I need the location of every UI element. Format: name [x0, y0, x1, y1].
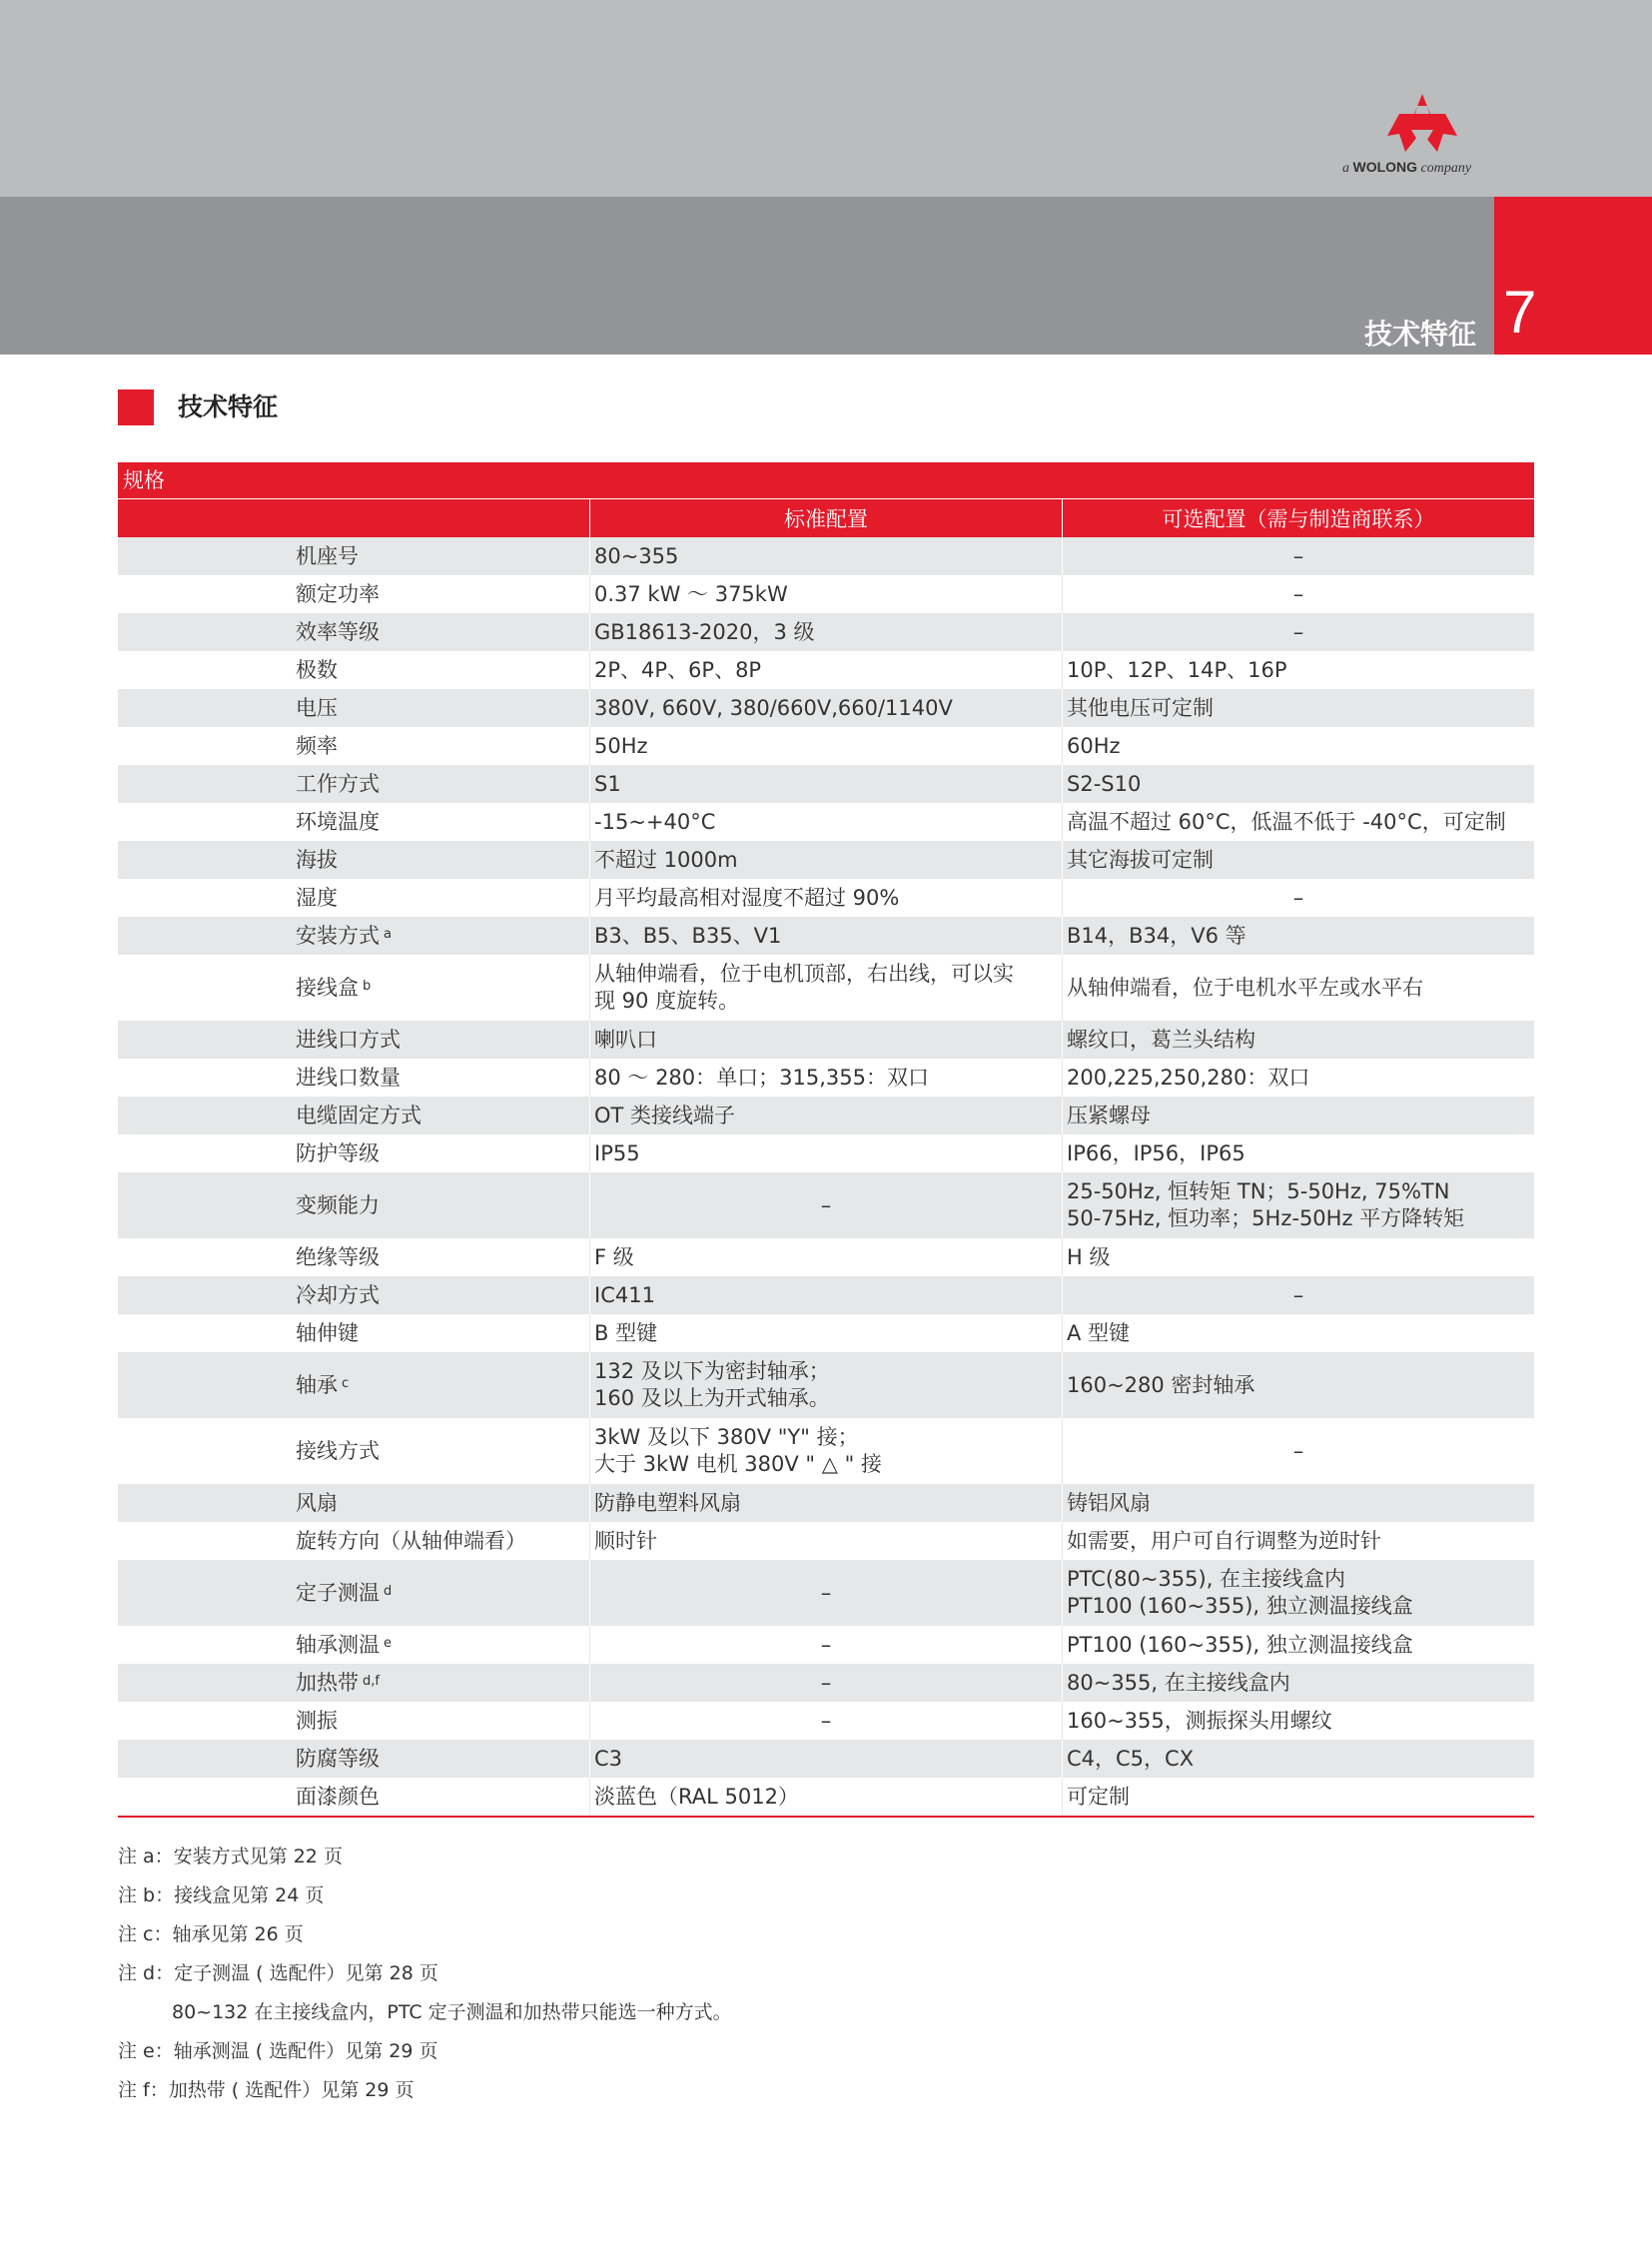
row-optional: [1062, 765, 1534, 803]
row-standard: [589, 917, 1062, 955]
standard-value: F 级: [594, 1244, 634, 1269]
optional-value: 60Hz: [1067, 733, 1121, 758]
row-label: [118, 1740, 589, 1778]
footnote-ref: a: [384, 926, 392, 942]
row-label: [118, 803, 589, 841]
footnote: 注 e：轴承测温 ( 选配件）见第 29 页: [118, 2040, 438, 2062]
table-row: [118, 1021, 1534, 1059]
row-optional: [1062, 1626, 1534, 1664]
row-optional: [1062, 1314, 1534, 1352]
row-standard: [589, 765, 1062, 803]
row-label-text: 湿度: [296, 885, 338, 910]
row-label-text: 电缆固定方式: [296, 1103, 421, 1127]
optional-value: 160~280 密封轴承: [1067, 1372, 1255, 1397]
row-standard: [589, 1664, 1062, 1702]
table-row: [118, 1238, 1534, 1276]
table-row: [118, 537, 1534, 575]
row-optional: [1062, 803, 1534, 841]
row-label: [118, 1418, 589, 1484]
row-label: [118, 1664, 589, 1702]
row-standard: [589, 1418, 1062, 1484]
table-bottom-rule: [118, 1816, 1534, 1818]
row-optional: [1062, 1238, 1534, 1276]
standard-value: 3kW 及以下 380V "Y" 接； 大于 3kW 电机 380V " △ " 接: [594, 1425, 882, 1476]
optional-value: 10P、12P、14P、16P: [1067, 657, 1287, 682]
optional-value: –: [1292, 543, 1304, 568]
row-label-text: 接线盒: [296, 975, 359, 1000]
row-optional: [1062, 1352, 1534, 1418]
row-label-text: 频率: [296, 733, 338, 758]
footnote-ref: e: [384, 1635, 392, 1651]
logo-caption: a WOLONG company: [1342, 159, 1472, 176]
row-standard: [589, 1560, 1062, 1626]
standard-value: 132 及以下为密封轴承； 160 及以上为开式轴承。: [594, 1359, 830, 1410]
optional-value: 80~355, 在主接线盒内: [1067, 1670, 1290, 1695]
row-label: [118, 841, 589, 879]
optional-value: –: [1292, 581, 1304, 606]
row-standard: [589, 1021, 1062, 1059]
row-optional: [1062, 1276, 1534, 1314]
table-row: [118, 1172, 1534, 1238]
standard-value: B 型键: [594, 1320, 658, 1345]
optional-value: 螺纹口，葛兰头结构: [1067, 1027, 1255, 1052]
table-row: [118, 727, 1534, 765]
row-optional: [1062, 955, 1534, 1021]
footnote: 注 f：加热带 ( 选配件）见第 29 页: [118, 2079, 414, 2101]
optional-value: 高温不超过 60°C，低温不低于 -40°C，可定制: [1067, 809, 1506, 834]
row-optional: [1062, 689, 1534, 727]
chapter-title: 技术特征: [1363, 318, 1476, 351]
row-optional: [1062, 613, 1534, 651]
optional-value: B14，B34，V6 等: [1067, 923, 1246, 948]
standard-value: 380V, 660V, 380/660V,660/1140V: [594, 695, 953, 720]
row-label-text: 轴承测温: [296, 1632, 380, 1657]
row-label-text: 轴伸键: [296, 1320, 359, 1345]
footnote-ref: b: [363, 978, 372, 994]
table-header-row: [118, 499, 1534, 537]
header-cell-label: [118, 499, 589, 537]
standard-value: IP55: [594, 1140, 640, 1165]
row-standard: [589, 1740, 1062, 1778]
row-label: [118, 727, 589, 765]
table-row: [118, 1664, 1534, 1702]
row-label-text: 极数: [296, 657, 338, 682]
row-label-text: 变频能力: [296, 1192, 380, 1217]
row-optional: [1062, 727, 1534, 765]
table-row: [118, 651, 1534, 689]
optional-value: 可定制: [1067, 1784, 1130, 1809]
row-optional: [1062, 841, 1534, 879]
row-label: [118, 689, 589, 727]
row-standard: [589, 1702, 1062, 1740]
row-label: [118, 651, 589, 689]
standard-value: 月平均最高相对湿度不超过 90%: [594, 885, 900, 910]
spec-table: [118, 462, 1534, 1818]
row-standard: [589, 879, 1062, 917]
optional-value: 如需要，用户可自行调整为逆时针: [1067, 1528, 1381, 1553]
row-optional: [1062, 1778, 1534, 1816]
row-label: [118, 1560, 589, 1626]
row-optional: [1062, 1702, 1534, 1740]
row-optional: [1062, 1134, 1534, 1172]
optional-value: C4，C5，CX: [1067, 1746, 1195, 1771]
table-row: [118, 1276, 1534, 1314]
row-label-text: 测振: [296, 1708, 338, 1733]
row-standard: [589, 1276, 1062, 1314]
row-label-text: 进线口方式: [296, 1027, 401, 1052]
row-label: [118, 765, 589, 803]
optional-value: A 型键: [1067, 1320, 1131, 1345]
row-optional: [1062, 1560, 1534, 1626]
row-optional: [1062, 1059, 1534, 1097]
standard-value: 80~355: [594, 543, 679, 568]
table-row: [118, 1059, 1534, 1097]
table-row: [118, 613, 1534, 651]
row-label-text: 接线方式: [296, 1438, 380, 1463]
standard-value: –: [820, 1580, 832, 1605]
table-row: [118, 689, 1534, 727]
row-standard: [589, 1522, 1062, 1560]
row-standard: [589, 803, 1062, 841]
row-label-text: 冷却方式: [296, 1282, 380, 1307]
row-standard: [589, 955, 1062, 1021]
standard-value: –: [820, 1632, 832, 1657]
standard-value: OT 类接线端子: [594, 1103, 736, 1127]
wolong-logo: [1342, 92, 1502, 182]
table-row: [118, 917, 1534, 955]
table-row: [118, 1522, 1534, 1560]
optional-value: –: [1292, 619, 1304, 644]
standard-value: -15~+40°C: [594, 809, 716, 834]
standard-value: 防静电塑料风扇: [594, 1490, 741, 1515]
table-row: [118, 1134, 1534, 1172]
row-label-text: 加热带: [296, 1670, 359, 1695]
table-row: [118, 1626, 1534, 1664]
footnote: 注 a：安装方式见第 22 页: [118, 1846, 343, 1868]
row-label-text: 效率等级: [296, 619, 380, 644]
row-label-text: 轴承: [296, 1372, 338, 1397]
header-cell-optional: 可选配置（需与制造商联系）: [1062, 499, 1534, 537]
optional-value: 从轴伸端看，位于电机水平左或水平右: [1067, 975, 1423, 1000]
row-label-text: 机座号: [296, 543, 359, 568]
row-label: [118, 1097, 589, 1134]
row-label: [118, 1238, 589, 1276]
row-label: [118, 537, 589, 575]
section-marker: [118, 389, 154, 425]
row-standard: [589, 1778, 1062, 1816]
row-label: [118, 1522, 589, 1560]
standard-value: 0.37 kW ～ 375kW: [594, 581, 788, 606]
table-row: [118, 1560, 1534, 1626]
row-standard: [589, 1314, 1062, 1352]
row-standard: [589, 1134, 1062, 1172]
optional-value: –: [1292, 885, 1304, 910]
section-title: 技术特征: [178, 392, 279, 421]
optional-value: 其它海拔可定制: [1067, 847, 1214, 872]
table-row: [118, 955, 1534, 1021]
chapter-number: 7: [1503, 279, 1537, 346]
row-label-text: 绝缘等级: [296, 1244, 380, 1269]
standard-value: 淡蓝色（RAL 5012）: [594, 1784, 799, 1809]
row-label: [118, 1778, 589, 1816]
row-standard: [589, 651, 1062, 689]
row-label: [118, 955, 589, 1021]
table-title: 规格: [118, 462, 1534, 499]
row-standard: [589, 1626, 1062, 1664]
optional-value: S2-S10: [1067, 771, 1142, 796]
table-row: [118, 1097, 1534, 1134]
table-row: [118, 879, 1534, 917]
row-standard: [589, 1172, 1062, 1238]
standard-value: IC411: [594, 1282, 655, 1307]
row-standard: [589, 1352, 1062, 1418]
standard-value: 顺时针: [594, 1528, 657, 1553]
table-row: [118, 575, 1534, 613]
row-label-text: 电压: [296, 695, 338, 720]
standard-value: –: [820, 1192, 832, 1217]
standard-value: GB18613-2020，3 级: [594, 619, 815, 644]
row-optional: [1062, 1484, 1534, 1522]
header-cell-standard: 标准配置: [589, 499, 1062, 537]
row-optional: [1062, 1172, 1534, 1238]
optional-value: 压紧螺母: [1067, 1103, 1151, 1127]
row-label-text: 额定功率: [296, 581, 380, 606]
row-label-text: 工作方式: [296, 771, 380, 796]
row-optional: [1062, 1740, 1534, 1778]
row-label-text: 防护等级: [296, 1140, 380, 1165]
standard-value: 不超过 1000m: [594, 847, 738, 872]
row-optional: [1062, 1418, 1534, 1484]
row-label-text: 风扇: [296, 1490, 338, 1515]
row-label: [118, 1484, 589, 1522]
footnote: 80~132 在主接线盒内，PTC 定子测温和加热带只能选一种方式。: [172, 2001, 732, 2023]
row-standard: [589, 1484, 1062, 1522]
row-label: [118, 1021, 589, 1059]
row-optional: [1062, 1664, 1534, 1702]
footnote-ref: d: [384, 1583, 393, 1599]
footnote: 注 c：轴承见第 26 页: [118, 1923, 304, 1945]
row-optional: [1062, 1021, 1534, 1059]
table-row: [118, 765, 1534, 803]
row-label: [118, 613, 589, 651]
row-label: [118, 1702, 589, 1740]
table-row: [118, 1314, 1534, 1352]
row-standard: [589, 613, 1062, 651]
optional-value: 160~355，测振探头用螺纹: [1067, 1708, 1332, 1733]
row-label-text: 旋转方向（从轴伸端看）: [296, 1528, 526, 1553]
row-standard: [589, 1059, 1062, 1097]
row-label: [118, 1172, 589, 1238]
row-standard: [589, 575, 1062, 613]
optional-value: 铸铝风扇: [1067, 1490, 1151, 1515]
footnote: 注 b：接线盒见第 24 页: [118, 1884, 325, 1906]
row-optional: [1062, 1097, 1534, 1134]
row-optional: [1062, 917, 1534, 955]
standard-value: –: [820, 1708, 832, 1733]
row-label: [118, 1134, 589, 1172]
row-optional: [1062, 651, 1534, 689]
row-label-text: 环境温度: [296, 809, 380, 834]
standard-value: 喇叭口: [594, 1027, 657, 1052]
row-label-text: 安装方式: [296, 923, 380, 948]
row-label-text: 定子测温: [296, 1580, 380, 1605]
wolong-emblem-icon: [1381, 92, 1463, 158]
optional-value: H 级: [1067, 1244, 1111, 1269]
table-row: [118, 1778, 1534, 1816]
row-optional: [1062, 879, 1534, 917]
row-label: [118, 1626, 589, 1664]
row-label-text: 防腐等级: [296, 1746, 380, 1771]
standard-value: 2P、4P、6P、8P: [594, 657, 762, 682]
row-label-text: 进线口数量: [296, 1065, 401, 1090]
standard-value: 从轴伸端看，位于电机顶部，右出线，可以实 现 90 度旋转。: [594, 962, 1014, 1013]
row-standard: [589, 537, 1062, 575]
row-label: [118, 1276, 589, 1314]
standard-value: 80 ～ 280：单口；315,355：双口: [594, 1065, 929, 1090]
row-label: [118, 1352, 589, 1418]
row-optional: [1062, 537, 1534, 575]
row-label: [118, 1059, 589, 1097]
standard-value: –: [820, 1670, 832, 1695]
row-label: [118, 879, 589, 917]
row-standard: [589, 841, 1062, 879]
row-label: [118, 917, 589, 955]
optional-value: 其他电压可定制: [1067, 695, 1214, 720]
optional-value: 200,225,250,280：双口: [1067, 1065, 1310, 1090]
row-optional: [1062, 575, 1534, 613]
footnote-ref: c: [342, 1375, 350, 1391]
optional-value: –: [1292, 1438, 1304, 1463]
standard-value: B3、B5、B35、V1: [594, 923, 782, 948]
table-row: [118, 841, 1534, 879]
footnote-ref: d,f: [363, 1673, 380, 1689]
standard-value: C3: [594, 1746, 623, 1771]
optional-value: –: [1292, 1282, 1304, 1307]
row-standard: [589, 689, 1062, 727]
row-label: [118, 1314, 589, 1352]
row-label-text: 面漆颜色: [296, 1784, 380, 1809]
optional-value: PT100 (160~355), 独立测温接线盒: [1067, 1632, 1413, 1657]
row-optional: [1062, 1522, 1534, 1560]
table-body: [118, 537, 1534, 1816]
row-standard: [589, 1097, 1062, 1134]
table-row: [118, 1740, 1534, 1778]
table-row: [118, 1484, 1534, 1522]
optional-value: 25-50Hz, 恒转矩 TN；5-50Hz, 75%TN 50-75Hz, 恒功率；5Hz-50Hz 平方降转矩: [1067, 1179, 1465, 1230]
table-row: [118, 1702, 1534, 1740]
footnotes: [118, 1838, 732, 2110]
standard-value: 50Hz: [594, 733, 648, 758]
row-label: [118, 575, 589, 613]
footnote: 注 d：定子测温 ( 选配件）见第 28 页: [118, 1962, 438, 1984]
optional-value: IP66，IP56，IP65: [1067, 1140, 1245, 1165]
row-standard: [589, 1238, 1062, 1276]
table-row: [118, 803, 1534, 841]
table-row: [118, 1418, 1534, 1484]
row-label-text: 海拔: [296, 847, 338, 872]
table-row: [118, 1352, 1534, 1418]
row-standard: [589, 727, 1062, 765]
optional-value: PTC(80~355), 在主接线盒内 PT100 (160~355), 独立测温接线盒: [1067, 1567, 1413, 1618]
standard-value: S1: [594, 771, 621, 796]
